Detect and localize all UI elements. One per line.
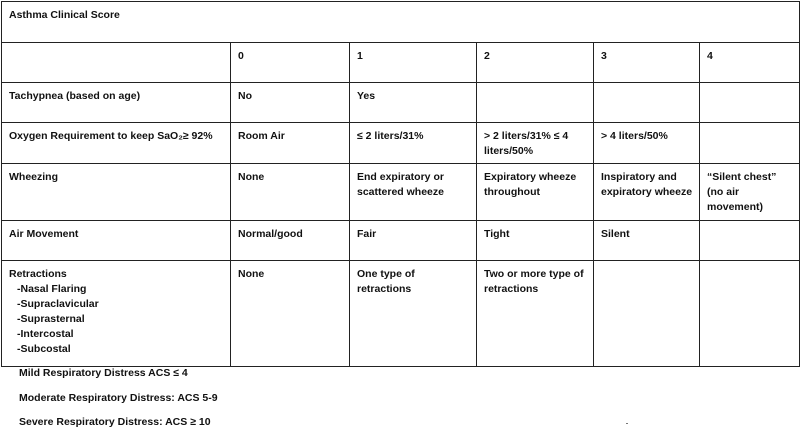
moderate-distress-note: Moderate Respiratory Distress: ACS 5-9 <box>19 392 218 404</box>
header-cell-score-0: 0 <box>231 43 350 83</box>
table-cell <box>700 261 800 367</box>
table-cell: No <box>231 83 350 123</box>
table-cell: One type of retractions <box>350 261 477 367</box>
table-cell: None <box>231 261 350 367</box>
header-cell-score-2: 2 <box>477 43 594 83</box>
table-cell <box>594 261 700 367</box>
table-cell: Yes <box>350 83 477 123</box>
header-cell-score-4: 4 <box>700 43 800 83</box>
retraction-type-list <box>9 282 224 357</box>
table-cell: Normal/good <box>231 221 350 261</box>
stray-mark <box>626 423 628 424</box>
list-item: -Supraclavicular <box>17 298 99 310</box>
table-cell: > 4 liters/50% <box>594 123 700 164</box>
table-cell: Room Air <box>231 123 350 164</box>
table-row-wheezing <box>2 164 800 221</box>
asthma-clinical-score-table <box>1 1 800 367</box>
table-cell: ≤ 2 liters/31% <box>350 123 477 164</box>
table-cell: Two or more type of retractions <box>477 261 594 367</box>
row-label-retractions <box>2 261 231 367</box>
row-label: Air Movement <box>2 221 231 261</box>
list-item: -Intercostal <box>17 328 74 340</box>
table-cell: None <box>231 164 350 221</box>
table-title: Asthma Clinical Score <box>2 2 800 43</box>
row-label: Oxygen Requirement to keep SaO₂≥ 92% <box>2 123 231 164</box>
header-row <box>2 43 800 83</box>
row-label: Retractions <box>9 268 67 280</box>
table-cell: “Silent chest” (no air movement) <box>700 164 800 221</box>
table-cell: Tight <box>477 221 594 261</box>
list-item: -Suprasternal <box>17 313 85 325</box>
table-cell <box>700 221 800 261</box>
table-cell <box>700 123 800 164</box>
table-cell <box>477 83 594 123</box>
header-cell-empty <box>2 43 231 83</box>
table-cell: Inspiratory and expiratory wheeze <box>594 164 700 221</box>
title-row <box>2 2 800 43</box>
table-cell: > 2 liters/31% ≤ 4 liters/50% <box>477 123 594 164</box>
table-row-oxygen-requirement <box>2 123 800 164</box>
row-label: Wheezing <box>2 164 231 221</box>
table-cell <box>594 83 700 123</box>
table-row-tachypnea <box>2 83 800 123</box>
mild-distress-note: Mild Respiratory Distress ACS ≤ 4 <box>19 367 188 379</box>
table-cell: Fair <box>350 221 477 261</box>
table-row-air-movement <box>2 221 800 261</box>
table-row-retractions <box>2 261 800 367</box>
header-cell-score-3: 3 <box>594 43 700 83</box>
table-cell: End expiratory or scattered wheeze <box>350 164 477 221</box>
list-item: -Subcostal <box>17 343 71 355</box>
severe-distress-note: Severe Respiratory Distress: ACS ≥ 10 <box>19 416 211 428</box>
row-label: Tachypnea (based on age) <box>2 83 231 123</box>
table-cell: Silent <box>594 221 700 261</box>
list-item: -Nasal Flaring <box>17 283 87 295</box>
header-cell-score-1: 1 <box>350 43 477 83</box>
table-cell <box>700 83 800 123</box>
table-cell: Expiratory wheeze throughout <box>477 164 594 221</box>
